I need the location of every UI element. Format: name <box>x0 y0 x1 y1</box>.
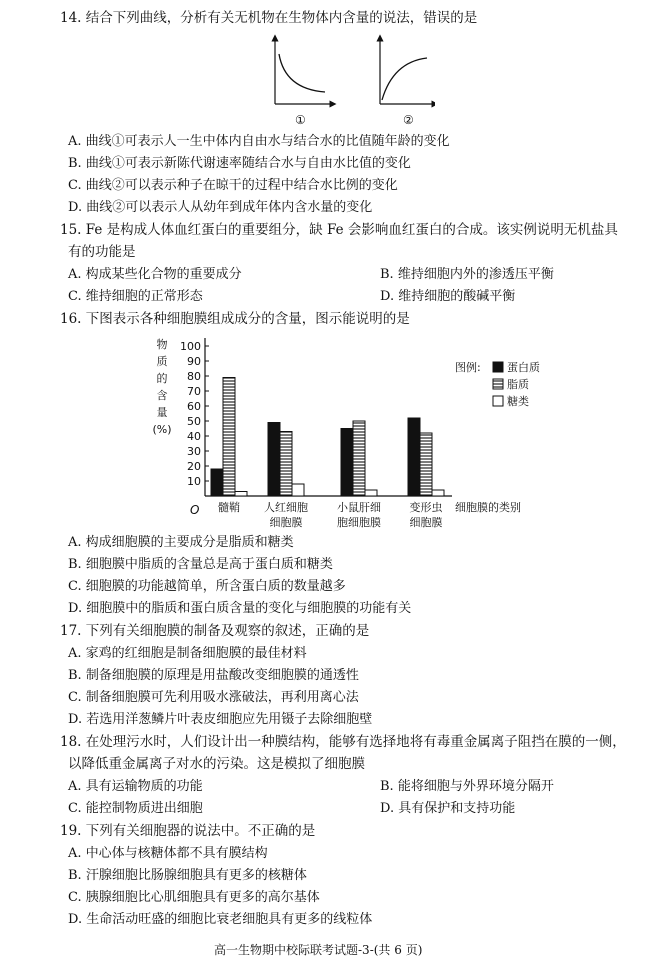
q15-option-a: A. 构成某些化合物的重要成分 <box>68 267 242 282</box>
chart-bars <box>211 378 444 497</box>
q16-option-a: A. 构成细胞膜的主要成分是脂质和糖类 <box>68 535 294 550</box>
q16-option-c: C. 细胞膜的功能越简单，所含蛋白质的数量越多 <box>68 579 346 594</box>
page-footer: 高一生物期中校际联考试题-3-(共 6 页) <box>214 943 423 957</box>
q14-stem: 14. 结合下列曲线，分析有关无机物在生物体内含量的说法，错误的是 <box>60 10 478 26</box>
x-axis-categories <box>218 500 443 529</box>
q16-stem: 16. 下图表示各种细胞膜组成成分的含量，图示能说明的是 <box>60 311 410 327</box>
q16-option-d: D. 细胞膜中的脂质和蛋白质含量的变化与细胞膜的功能有关 <box>68 601 412 616</box>
legend-swatch-striped <box>493 379 503 389</box>
category-label-line2: 细胞膜 <box>409 516 443 529</box>
y-axis-label <box>152 337 171 436</box>
q19-option-b: B. 汗腺细胞比肠腺细胞具有更多的核糖体 <box>68 868 307 883</box>
q18-option-c: C. 能控制物质进出细胞 <box>68 801 203 816</box>
q17-stem: 17. 下列有关细胞膜的制备及观察的叙述，正确的是 <box>60 623 370 639</box>
q18-option-b: B. 能将细胞与外界环境分隔开 <box>380 779 554 794</box>
q17-option-d: D. 若选用洋葱鳞片叶表皮细胞应先用镊子去除细胞壁 <box>68 712 373 727</box>
y-tick-label: 30 <box>187 445 201 458</box>
curve-2-graph <box>380 38 435 126</box>
y-tick-label: 20 <box>187 460 201 473</box>
y-tick-label: 60 <box>187 400 201 413</box>
legend-label: 蛋白质 <box>507 361 540 374</box>
q15-stem-line1: 15. Fe 是构成人体血红蛋白的重要组分，缺 Fe 会影响血红蛋白的合成。该实例说明无机盐具 <box>60 222 618 238</box>
y-label-char: 含 <box>156 389 168 402</box>
bar-solid <box>211 469 223 496</box>
y-label-char: 质 <box>156 355 168 368</box>
curve-1-graph <box>275 38 333 126</box>
y-tick-label: 90 <box>187 355 201 368</box>
x-axis-title: 细胞膜的类别 <box>455 501 521 514</box>
q15-option-b: B. 维持细胞内外的渗透压平衡 <box>380 267 554 282</box>
q15-stem-line2: 有的功能是 <box>68 244 136 260</box>
y-label-char: (%) <box>152 423 172 436</box>
bar-solid <box>408 418 420 496</box>
bar-striped <box>280 432 292 497</box>
q19-option-c: C. 胰腺细胞比心肌细胞具有更多的高尔基体 <box>68 890 320 905</box>
y-label-char: 的 <box>156 372 168 385</box>
y-label-char: 物 <box>156 338 168 351</box>
category-label: 人红细胞 <box>264 501 308 514</box>
q19-stem: 19. 下列有关细胞器的说法中。不正确的是 <box>60 823 316 839</box>
y-tick-label: 10 <box>187 475 201 488</box>
q17-option-b: B. 制备细胞膜的原理是用盐酸改变细胞膜的通透性 <box>68 668 359 683</box>
y-tick-label: 80 <box>187 370 201 383</box>
q18-stem-line2: 以降低重金属离子对水的污染。这是模拟了细胞膜 <box>68 756 365 772</box>
chart-legend <box>455 360 540 408</box>
q14-option-a: A. 曲线①可表示人一生中体内自由水与结合水的比值随年龄的变化 <box>68 134 450 149</box>
bar-empty <box>365 490 377 496</box>
q17-option-c: C. 制备细胞膜可先利用吸水涨破法，再利用离心法 <box>68 690 359 705</box>
legend-swatch-solid <box>493 362 503 372</box>
category-label-line2: 胞细胞膜 <box>337 516 381 529</box>
bar-empty <box>292 484 304 496</box>
q15-option-d: D. 维持细胞的酸碱平衡 <box>380 289 516 304</box>
bar-solid <box>341 429 353 497</box>
category-label: 小鼠肝细 <box>337 501 381 514</box>
q17-option-a: A. 家鸡的红细胞是制备细胞膜的最佳材料 <box>68 646 307 661</box>
y-tick-label: 50 <box>187 415 201 428</box>
q15-option-c: C. 维持细胞的正常形态 <box>68 289 203 304</box>
legend-label: 脂质 <box>507 378 529 391</box>
q18-option-d: D. 具有保护和支持功能 <box>380 801 516 816</box>
q16-option-b: B. 细胞膜中脂质的含量总是高于蛋白质和糖类 <box>68 557 333 572</box>
q14-option-b: B. 曲线①可表示新陈代谢速率随结合水与自由水比值的变化 <box>68 156 411 171</box>
legend-swatch-empty <box>493 396 503 406</box>
origin-label: O <box>190 503 200 517</box>
y-tick-label: 100 <box>180 340 201 353</box>
bar-striped <box>223 378 235 497</box>
bar-empty <box>432 490 444 496</box>
bar-solid <box>268 423 280 497</box>
q19-option-d: D. 生命活动旺盛的细胞比衰老细胞具有更多的线粒体 <box>68 912 373 927</box>
bar-striped <box>353 421 365 496</box>
category-label: 髓鞘 <box>218 501 240 514</box>
category-label: 变形虫 <box>409 501 443 514</box>
curve-2-label: ② <box>403 113 414 126</box>
q18-stem-line1: 18. 在处理污水时，人们设计出一种膜结构，能够有选择地将有毒重金属离子阻挡在膜的一侧， <box>60 734 626 750</box>
y-label-char: 量 <box>156 406 168 419</box>
bar-striped <box>420 433 432 496</box>
q14-option-c: C. 曲线②可以表示种子在晾干的过程中结合水比例的变化 <box>68 178 398 193</box>
q19-option-a: A. 中心体与核糖体都不具有膜结构 <box>68 846 268 861</box>
legend-title: 图例: <box>455 361 481 374</box>
bar-empty <box>235 492 247 497</box>
membrane-composition-chart <box>150 332 590 532</box>
q18-option-a: A. 具有运输物质的功能 <box>68 779 203 794</box>
legend-label: 糖类 <box>507 395 529 408</box>
y-tick-label: 40 <box>187 430 201 443</box>
q14-graphs <box>255 34 435 126</box>
curve-1-label: ① <box>295 113 306 126</box>
q14-option-d: D. 曲线②可以表示人从幼年到成年体内含水量的变化 <box>68 200 373 215</box>
y-tick-label: 70 <box>187 385 201 398</box>
category-label-line2: 细胞膜 <box>269 516 303 529</box>
